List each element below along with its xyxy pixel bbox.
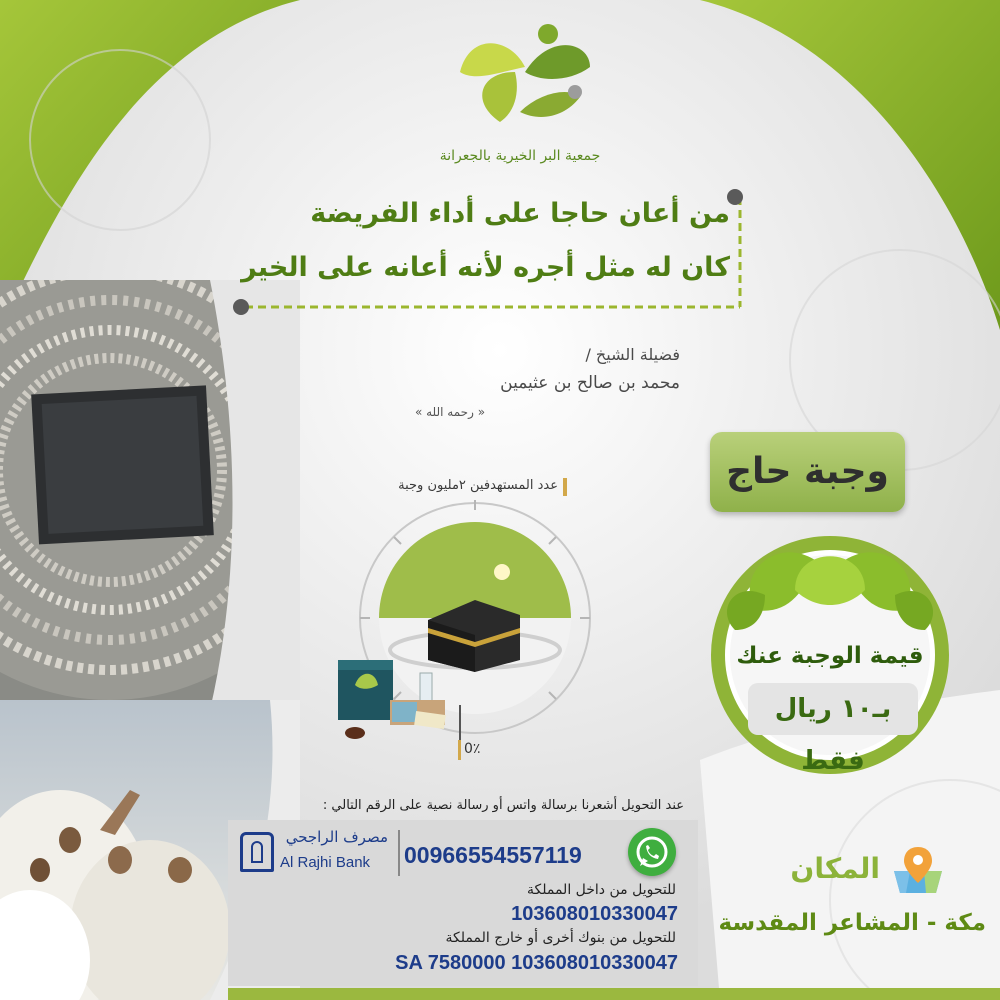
bottom-strip <box>228 988 1000 1000</box>
whatsapp-number[interactable]: 00966554557119 <box>404 842 582 868</box>
attribution-name: محمد بن صالح بن عثيمين <box>500 373 680 393</box>
intl-transfer-label: للتحويل من بنوك أخرى أو خارج المملكة <box>445 930 676 946</box>
price-label: قيمة الوجبة عنك <box>736 643 924 669</box>
org-name: جمعية البر الخيرية بالجعرانة <box>439 148 601 164</box>
location-label: المكان <box>790 852 880 885</box>
quote-line-1: من أعان حاجا على أداء الفريضة <box>310 198 730 229</box>
bank-name-ar: مصرف الراجحي <box>285 828 388 846</box>
beneficiaries-label: عدد المستهدفين ٢مليون وجبة <box>398 478 558 493</box>
attribution-title: فضيلة الشيخ / <box>585 345 680 364</box>
bank-logo <box>236 826 396 882</box>
price-value: بـ١٠ ريال فقط <box>774 694 892 776</box>
quote-line-2: كان له مثل أجره لأنه أعانه على الخير <box>241 252 730 283</box>
meal-basket-illustration <box>330 655 460 745</box>
logo-leaves-icon <box>440 12 600 142</box>
bank-name-en: Al Rajhi Bank <box>280 854 371 871</box>
payment-instruction: عند التحويل أشعرنا برسالة واتس أو رسالة نصية على الرقم التالي : <box>322 798 684 813</box>
campaign-title-badge <box>710 432 905 512</box>
iban-number[interactable]: SA 7580000 103608010330047 <box>395 952 678 974</box>
progress-percent: 0٪ <box>464 741 481 757</box>
location-value: مكة - المشاعر المقدسة <box>718 910 986 936</box>
bank-logo-icon <box>240 832 274 872</box>
campaign-title: وجبة حاج <box>726 451 889 492</box>
price-value-box <box>748 683 918 776</box>
org-logo <box>440 12 600 142</box>
domestic-account-number[interactable]: 103608010330047 <box>511 903 678 925</box>
attribution-prayer: « رحمه الله » <box>414 405 486 419</box>
whatsapp-icon[interactable] <box>628 828 676 876</box>
beneficiaries-marker <box>563 478 567 496</box>
bank-divider <box>398 830 400 876</box>
kaaba-aerial-photo <box>0 280 300 710</box>
map-pin-icon <box>890 845 946 895</box>
progress-marker <box>458 740 461 760</box>
domestic-transfer-label: للتحويل من داخل المملكة <box>527 882 676 898</box>
